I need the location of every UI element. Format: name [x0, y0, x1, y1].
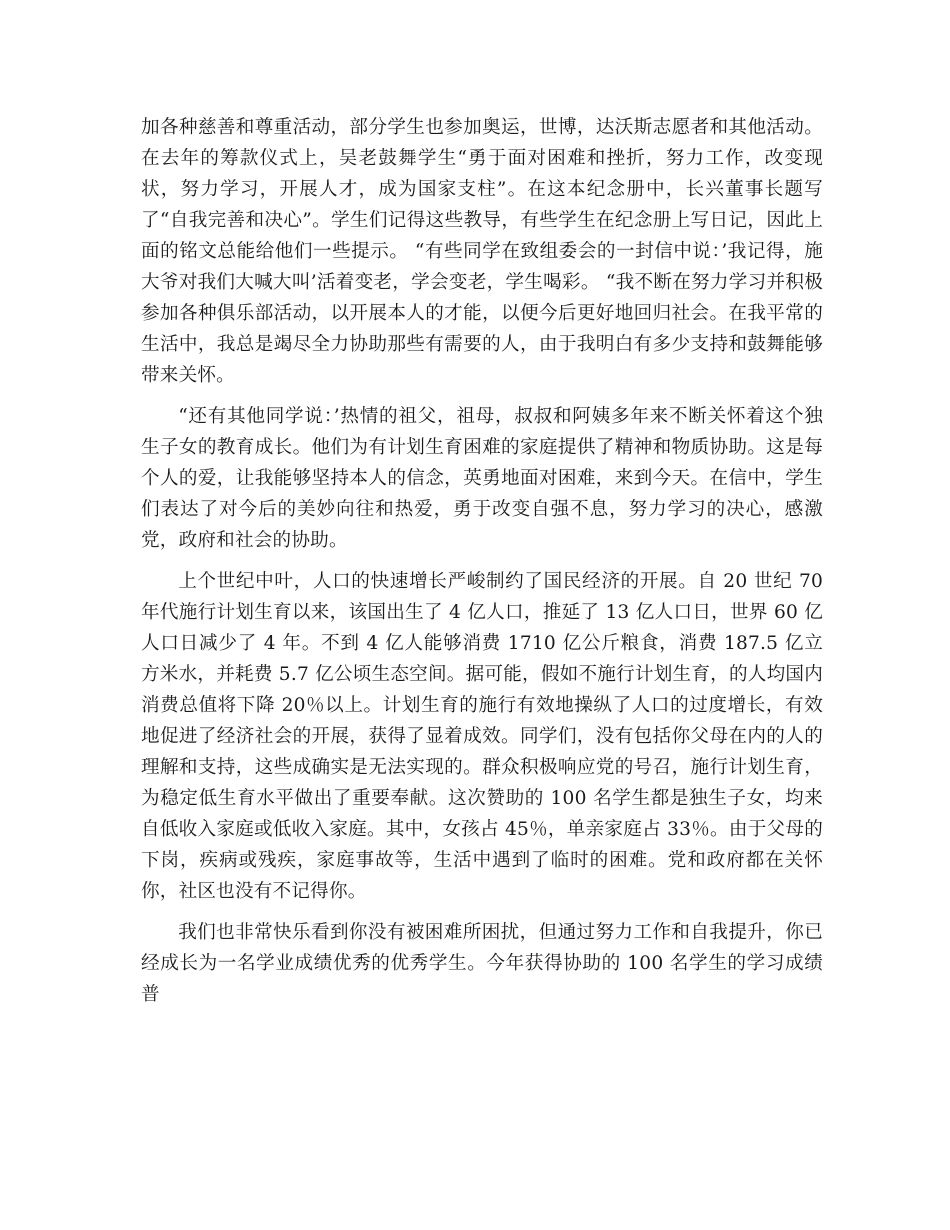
- paragraph-4: 我们也非常快乐看到你没有被困难所困扰，但通过努力工作和自我提升，你已经成长为一名学业成绩优秀的优秀学生。今年获得协助的 100 名学生的学习成绩普: [141, 922, 823, 1005]
- paragraph-2: “还有其他同学说：’热情的祖父，祖母，叔叔和阿姨多年来不断关怀着这个独生子女的教育成长。他们为有计划生育困难的家庭提供了精神和物质协助。这是每个人的爱，让我能够坚持本人的信念，英勇地面对困难，来到今天。在信中，学生们表达了对今后的美妙向往和热爱，勇于改变自强不息，努力学习的决心，感激党，政府和社会的协助。: [141, 406, 823, 551]
- paragraph-3: 上个世纪中叶，人口的快速增长严峻制约了国民经济的开展。自 20 世纪 70 年代施行计划生育以来，该国出生了 4 亿人口，推延了 13 亿人口日，世界 60 亿人口日减少了 4 年。不到 4 亿人能够消费 1710 亿公斤粮食，消费 187.5 亿立方米水，并耗费 5.7 亿公顷生态空间。据可能，假如不施行计划生育，的人均国内消费总值将下降 20％以上。计划生育的施行有效地操纵了人口的过度增长，有效地促进了经济社会的开展，获得了显着成效。同学们，没有包括你父母在内的人的理解和支持，这些成确实是无法实现的。群众积极响应党的号召，施行计划生育，为稳定低生育水平做出了重要奉献。这次赞助的 100 名学生都是独生子女，均来自低收入家庭或低收入家庭。其中，女孩占 45％，单亲家庭占 33％。由于父母的下岗，疾病或残疾，家庭事故等，生活中遇到了临时的困难。党和政府都在关怀你，社区也没有不记得你。: [141, 571, 823, 902]
- paragraph-1: 加各种慈善和尊重活动，部分学生也参加奥运，世博，达沃斯志愿者和其他活动。在去年的筹款仪式上，吴老鼓舞学生“勇于面对困难和挫折，努力工作，改变现状，努力学习，开展人才，成为国家支柱”。在这本纪念册中，长兴董事长题写了“自我完善和决心”。学生们记得这些教导，有些学生在纪念册上写日记，因此上面的铭文总能给他们一些提示。 “有些同学在致组委会的一封信中说：’我记得，施大爷对我们大喊大叫’活着变老，学会变老，学生喝彩。 “我不断在努力学习并积极参加各种俱乐部活动，以开展本人的才能，以便今后更好地回归社会。在我平常的生活中，我总是竭尽全力协助那些有需要的人，由于我明白有多少支持和鼓舞能够带来关怀。: [141, 117, 823, 386]
- document-body: [141, 112, 823, 1020]
